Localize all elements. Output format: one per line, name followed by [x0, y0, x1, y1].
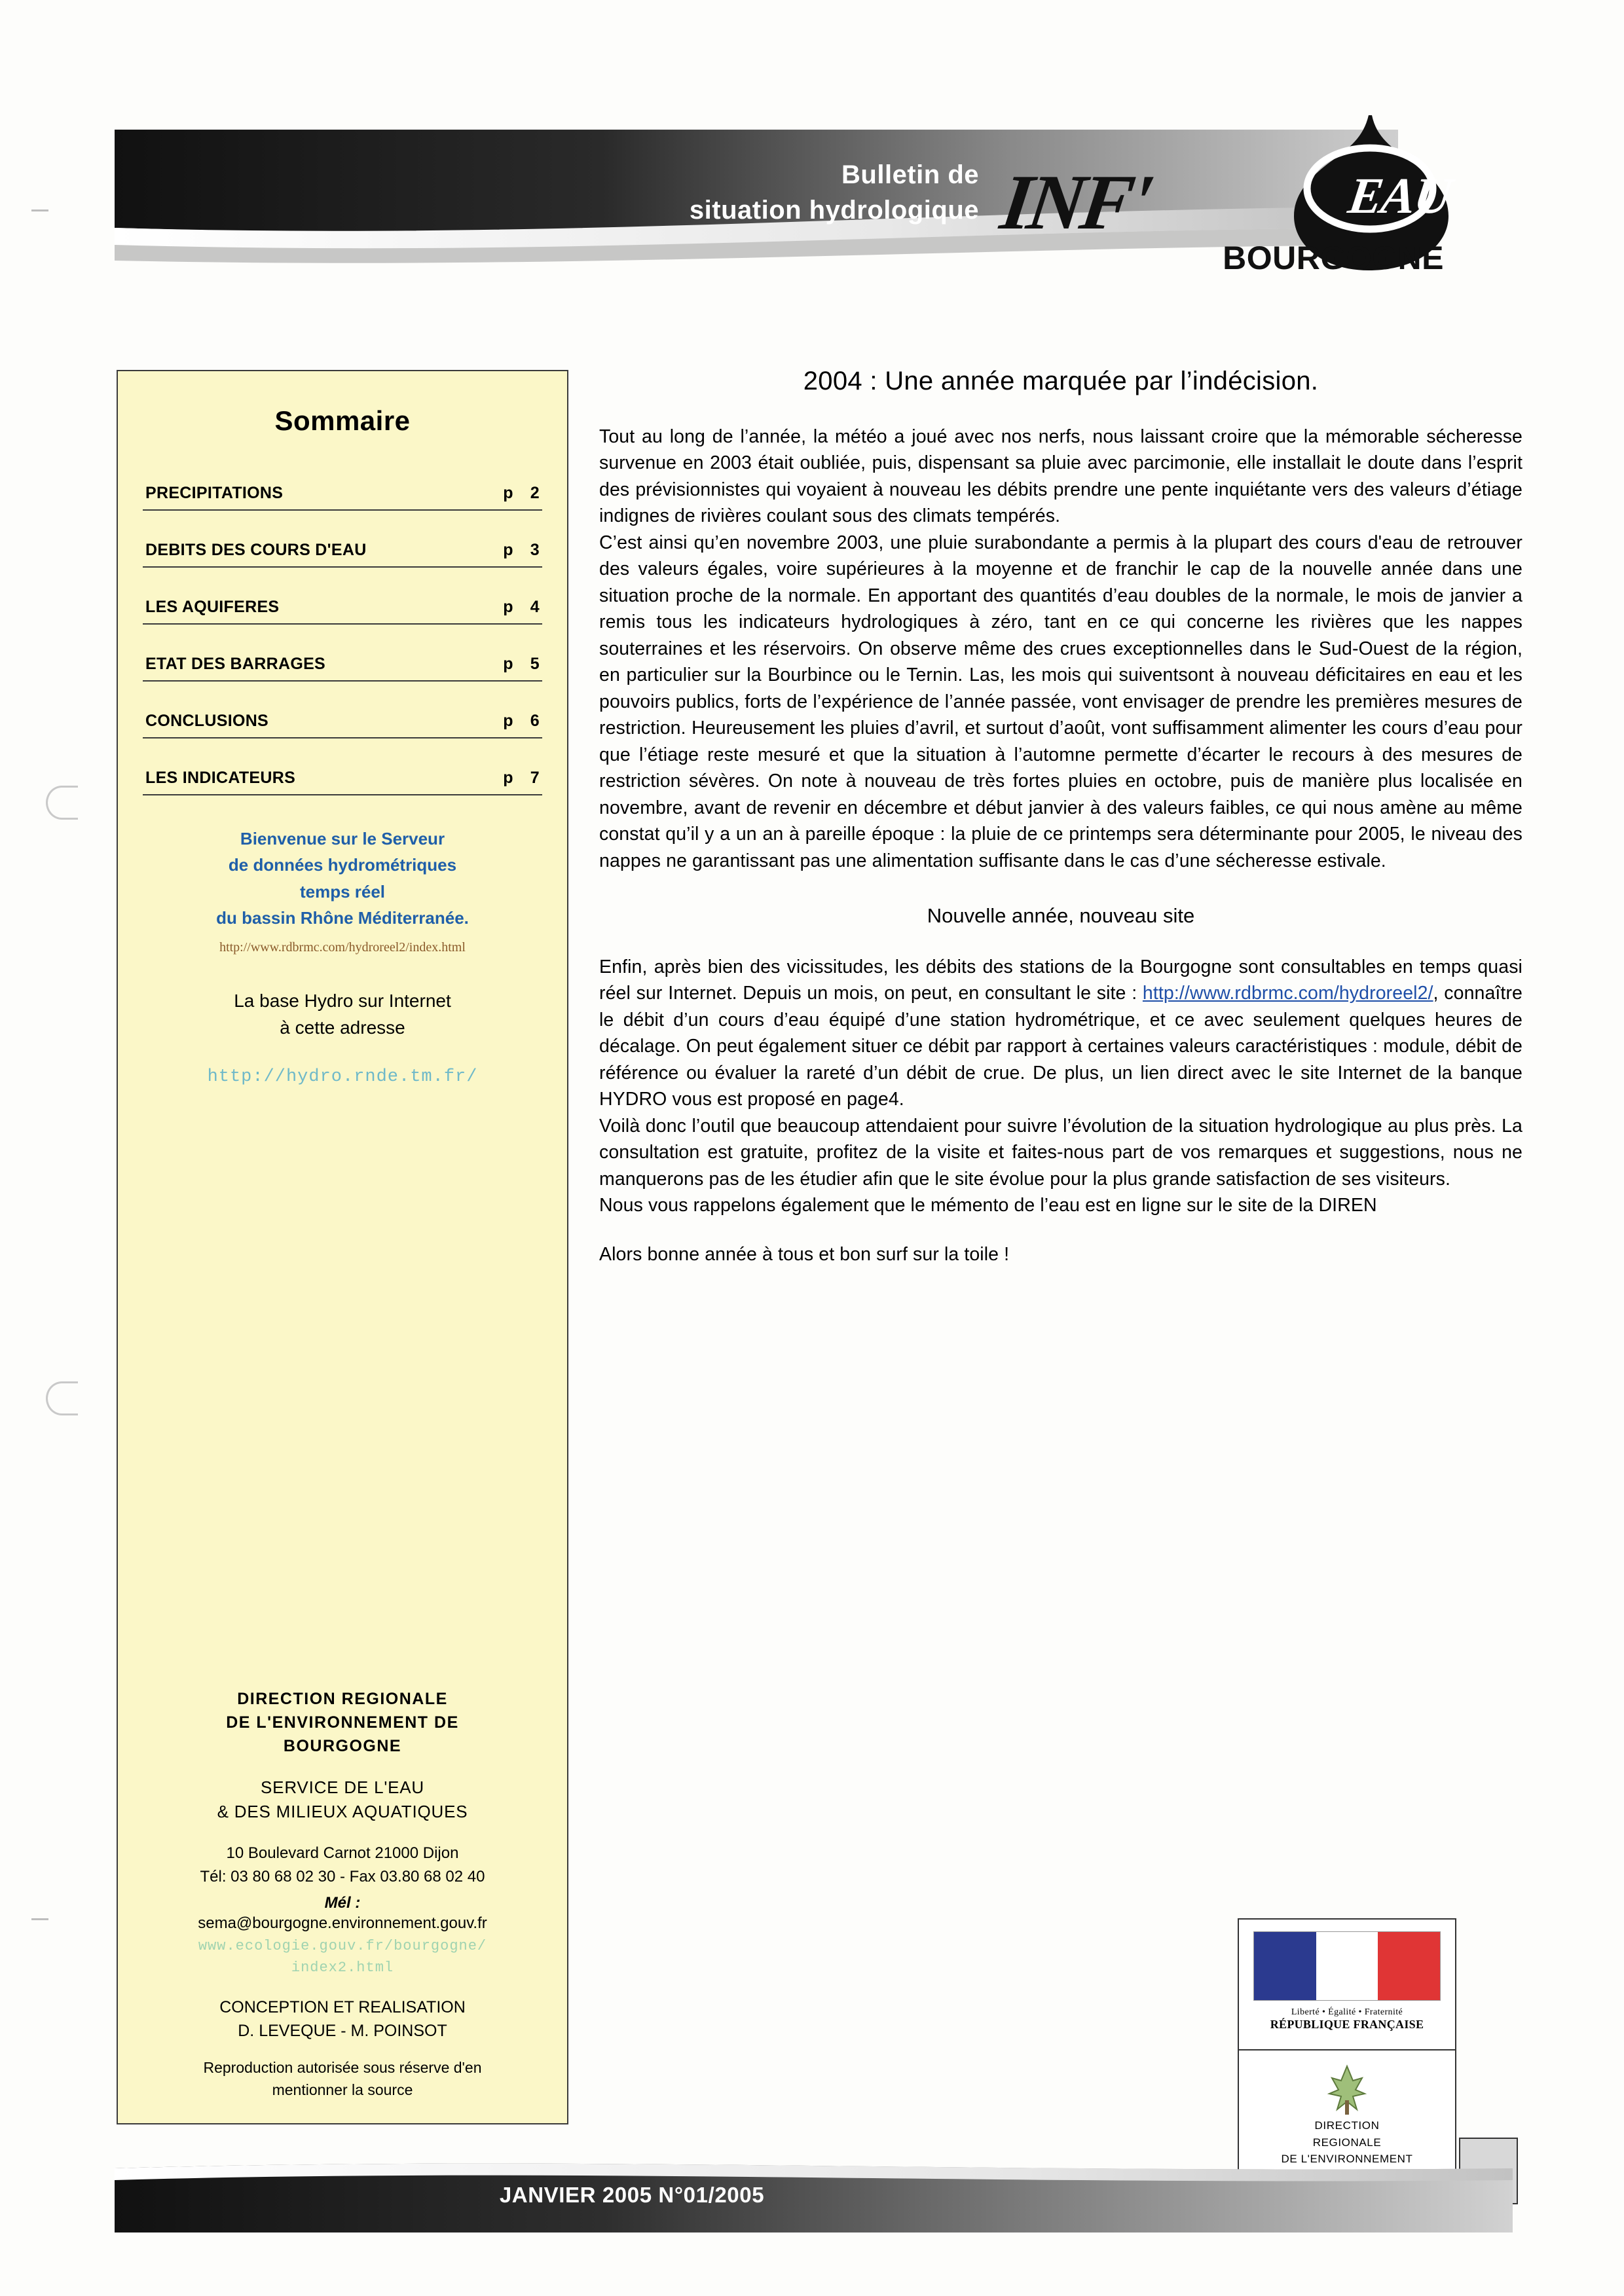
- reproduction-notice: [143, 2057, 542, 2101]
- toc-page-prefix: p: [503, 541, 513, 559]
- toc-page-prefix: p: [503, 769, 513, 787]
- toc-page-number: 2: [530, 484, 540, 502]
- conception-line-1: CONCEPTION ET REALISATION: [219, 1997, 466, 2016]
- address-line-1: 10 Boulevard Carnot 21000 Dijon: [226, 1844, 459, 1863]
- french-flag-icon: [1253, 1931, 1441, 2001]
- toc-page-prefix: p: [503, 484, 513, 502]
- toc-page: [503, 484, 540, 503]
- margin-tick-bottom: [31, 1918, 48, 1920]
- hydro-base-block: [143, 988, 542, 1090]
- toc-page-prefix: p: [503, 598, 513, 616]
- page-footer: [115, 2154, 1513, 2232]
- toc-page: [503, 655, 540, 674]
- diren-service: [143, 1776, 542, 1825]
- toc-page-prefix: p: [503, 712, 513, 730]
- address-line-2: Tél: 03 80 68 02 30 - Fax 03.80 68 02 40: [200, 1868, 485, 1886]
- org-line-2: DE L'ENVIRONNEMENT DE: [226, 1713, 459, 1732]
- title-line-1: Bulletin de: [841, 160, 979, 189]
- sommaire-heading: Sommaire: [274, 405, 411, 436]
- repro-line-1: Reproduction autorisée sous réserve d'en: [203, 2059, 482, 2077]
- toc-item-barrages[interactable]: [143, 655, 542, 682]
- article-paragraph-4: Voilà donc l’outil que beaucoup attendaient pour suivre l’évolution de la situation hydrologique au plus près. La consultation est gratuite, profitez de la visite et faites-nous part de vos remarques et suggestions, nous ne manquerons pas de les étudier afin que le site évolue pour la plus grande satisfaction de ses visiteurs.: [599, 1115, 1522, 1190]
- diren-address: [143, 1842, 542, 1889]
- conception-line-2: D. LEVEQUE - M. POINSOT: [238, 2022, 447, 2041]
- article-paragraph-3: [599, 954, 1522, 1113]
- logo-wordmark: INF': [995, 158, 1154, 246]
- hydro-url-link[interactable]: http://hydro.rnde.tm.fr/: [207, 1067, 478, 1087]
- toc-page-number: 6: [530, 712, 540, 730]
- toc-label: DEBITS DES COURS D'EAU: [145, 541, 367, 559]
- table-of-contents: [143, 484, 542, 795]
- toc-label: CONCLUSIONS: [145, 712, 269, 730]
- toc-item-aquiferes[interactable]: [143, 598, 542, 625]
- paragraph-3-before: Enfin, après bien des vicissitudes, les débits des stations de la Bourgogne sont consultables en temps quasi réel sur Internet. Depuis un mois, on peut, en consultant le site :: [599, 956, 1522, 1004]
- web-line-2: index2.html: [291, 1959, 394, 1976]
- diren-stamp-line-2: REGIONALE: [1312, 2136, 1382, 2149]
- email-link[interactable]: sema@bourgogne.environnement.gouv.fr: [198, 1914, 487, 1933]
- article-body: [599, 367, 1522, 1267]
- toc-label: LES INDICATEURS: [145, 769, 296, 787]
- tree-icon: [1248, 2062, 1446, 2117]
- welcome-block: [143, 826, 542, 958]
- toc-item-precipitations[interactable]: [143, 484, 542, 511]
- page-title: [455, 157, 979, 228]
- toc-page-number: 7: [530, 769, 540, 787]
- margin-tick-top: [31, 210, 48, 211]
- diren-website-link[interactable]: [143, 1935, 542, 1978]
- logo-drop-text: EAU: [1344, 167, 1454, 224]
- toc-page: [503, 598, 540, 617]
- toc-page-number: 3: [530, 541, 540, 559]
- hole-punch-icon: [46, 786, 78, 820]
- service-line-2: & DES MILIEUX AQUATIQUES: [217, 1802, 468, 1822]
- toc-page-prefix: p: [503, 655, 513, 673]
- diren-contact-block: [143, 1687, 542, 2101]
- service-line-1: SERVICE DE L'EAU: [261, 1777, 424, 1797]
- toc-item-indicateurs[interactable]: [143, 769, 542, 795]
- welcome-line-2: de données hydrométriques: [228, 855, 457, 875]
- title-line-2: situation hydrologique: [689, 196, 979, 225]
- org-line-1: DIRECTION REGIONALE: [237, 1689, 448, 1708]
- diren-stamp-line-3: DE L'ENVIRONNEMENT: [1281, 2153, 1413, 2165]
- diren-stamp-line-1: DIRECTION: [1314, 2119, 1380, 2132]
- page-header: [115, 118, 1513, 288]
- toc-page: [503, 541, 540, 560]
- toc-page: [503, 769, 540, 788]
- article-paragraph-2: C’est ainsi qu’en novembre 2003, une pluie surabondante a permis à la plupart des cours d'eau de retrouver des valeurs égales, voire supérieures à la moyenne et de franchir le cap de la nouvelle année dans une situation proche de la normale. En apportant des quantités d’eau doubles de la normale, le mois de janvier a remis tous les indicateurs hydrologiques à zéro, tant en ce qui concerne les rivières que les nappes souterraines et les réservoirs. On observe même des crues exceptionnelles dans le Sud-Ouest de la région, en particulier sur la Bourbince ou le Ternin. Las, les mois qui suiventsont à nouveau déficitaires en eau et les pouvoirs publics, forts de l’expérience de l’année passée, vont envisager de prendre les premières mesures de restriction. Heureusement les pluies d’avril, et surtout d’août, vont suffisamment alimenter les cours d’eau pour que l’étiage reste mesuré et que la situation à l’automne permette d’écarter le recours à des mesures de restriction sévères. On note à nouveau de très fortes pluies en octobre, puis de manière plus localisée en novembre, avant de revenir en décembre et début janvier à des valeurs faibles, ce qui nous amène au même constat qu’il y a un an à pareille époque : la pluie de ce printemps sera déterminante pour 2005, le niveau des nappes ne garantissant pas une alimentation suffisante dans le cas d’une sécheresse estivale.: [599, 532, 1522, 871]
- article-subtitle: Nouvelle année, nouveau site: [927, 903, 1195, 927]
- infeau-logo: [989, 118, 1513, 288]
- web-line-1: www.ecologie.gouv.fr/bourgogne/: [198, 1937, 487, 1954]
- devise-text: Liberté • Égalité • Fraternité: [1291, 2007, 1403, 2017]
- toc-item-debits[interactable]: [143, 541, 542, 568]
- toc-label: ETAT DES BARRAGES: [145, 655, 326, 673]
- article-paragraph-5: Nous vous rappelons également que le mémento de l’eau est en ligne sur le site de la DIREN: [599, 1195, 1377, 1216]
- hydroreel-url-link[interactable]: http://www.rdbrmc.com/hydroreel2/index.html: [219, 940, 466, 955]
- article-paragraph-1: Tout au long de l’année, la météo a joué avec nos nerfs, nous laissant croire que la mémorable sécheresse survenue en 2003 était oubliée, puis, dispensant sa pluie avec parcimonie, elle installait le doute dans l’esprit des prévisionnistes qui voyaient à nouveau les débits prendre une pente inquiétante vers des valeurs d’étiage indignes de rivières coulant sous des climats tempérés.: [599, 426, 1522, 527]
- welcome-line-3: temps réel: [299, 881, 386, 902]
- org-line-3: BOURGOGNE: [283, 1737, 402, 1756]
- republic-text: RÉPUBLIQUE FRANÇAISE: [1270, 2018, 1424, 2031]
- toc-page-number: 5: [530, 655, 540, 673]
- welcome-line-1: Bienvenue sur le Serveur: [240, 829, 445, 848]
- toc-item-conclusions[interactable]: [143, 712, 542, 738]
- hydro-line-2: à cette adresse: [280, 1017, 405, 1038]
- paragraph-3-after: , connaître le débit d’un cours d’eau équipé d’une station hydrométrique, et ce avec seulement quelques heures de décalage. On peut également situer ce débit par rapport à certaines valeurs caractéristiques : module, débit de référence ou évaluer la rareté d’un débit de crue. De plus, un lien direct avec le site Internet de la banque HYDRO vous est proposé en page4.: [599, 983, 1522, 1110]
- conception-credits: [143, 1995, 542, 2043]
- diren-org: [143, 1687, 542, 1758]
- repro-line-2: mentionner la source: [272, 2081, 413, 2098]
- hole-punch-icon: [46, 1381, 78, 1415]
- toc-label: LES AQUIFERES: [145, 598, 280, 616]
- toc-label: PRECIPITATIONS: [145, 484, 284, 502]
- mel-label: Mél :: [324, 1894, 361, 1912]
- toc-page: [503, 712, 540, 731]
- sommaire-sidebar: [117, 370, 568, 2124]
- welcome-line-4: du bassin Rhône Méditerranée.: [216, 907, 469, 928]
- flag-section: [1239, 1920, 1455, 2050]
- logo-region: BOURGOGNE: [1223, 240, 1444, 276]
- hydroreel2-inline-link[interactable]: http://www.rdbrmc.com/hydroreel2/: [1142, 983, 1433, 1004]
- hydro-line-1: La base Hydro sur Internet: [234, 991, 451, 1011]
- article-title: 2004 : Une année marquée par l’indécision.: [803, 367, 1319, 395]
- toc-page-number: 4: [530, 598, 540, 616]
- article-paragraph-6: Alors bonne année à tous et bon surf sur la toile !: [599, 1243, 1010, 1265]
- footer-issue-label: JANVIER 2005 N°01/2005: [499, 2183, 765, 2207]
